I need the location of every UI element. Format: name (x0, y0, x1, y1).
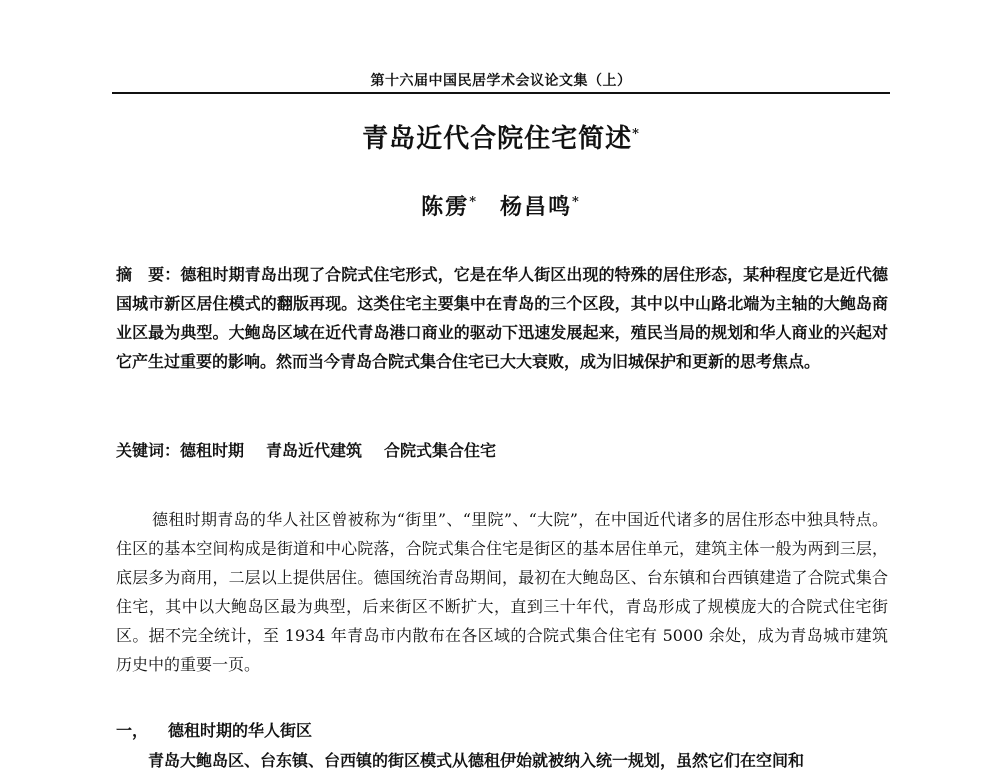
author-name: 陈雳 (421, 194, 470, 220)
abstract-label: 摘 要： (116, 265, 181, 284)
paper-title: 青岛近代合院住宅简述 (362, 124, 633, 154)
keyword-item: 德租时期 (180, 441, 245, 460)
section-title: 德租时期的华人街区 (168, 721, 313, 740)
author-footnote-mark: * (572, 194, 581, 210)
section-number: 一， (116, 721, 149, 740)
keyword-item: 青岛近代建筑 (266, 441, 363, 460)
title-footnote-mark: * (632, 126, 640, 142)
body-partial-line: 青岛大鲍岛区、台东镇、台西镇的街区模式从德租伊始就被纳入统一规划，虽然它们在空间和 (148, 751, 805, 770)
running-header: 第十六届中国民居学术会议论文集（上） (370, 73, 632, 89)
keywords (116, 436, 888, 465)
paper-title-block (112, 118, 890, 155)
header-divider (112, 92, 890, 94)
author-name: 杨昌鸣 (500, 194, 573, 220)
abstract (116, 260, 888, 376)
keyword-item: 合院式集合住宅 (384, 441, 497, 460)
body-paragraph: 德租时期青岛的华人社区曾被称为“街里”、“里院”、“大院”，在中国近代诸多的居住形态中独具特点。住区的基本空间构成是街道和中心院落，合院式集合住宅是街区的基本居住单元，建筑主体一般为两到三层，底层多为商用，二层以上提供居住。德国统治青岛期间，最初在大鲍岛区、台东镇和台西镇建造了合院式集合住宅，其中以大鲍岛区最为典型，后来街区不断扩大，直到三十年代，青岛形成了规模庞大的合院式住宅街区。据不完全统计，至 1934 年青岛市内散布在各区域的合院式集合住宅有 5000 余处，成为青岛城市建筑历史中的重要一页。 (116, 510, 888, 674)
abstract-text: 德租时期青岛出现了合院式住宅形式，它是在华人街区出现的特殊的居住形态，某种程度它是近代德国城市新区居住模式的翻版再现。这类住宅主要集中在青岛的三个区段，其中以中山路北端为主轴的大鲍岛商业区最为典型。大鲍岛区域在近代青岛港口商业的驱动下迅速发展起来，殖民当局的规划和华人商业的兴起对它产生过重要的影响。然而当今青岛合院式集合住宅已大大衰败，成为旧城保护和更新的思考焦点。 (116, 265, 888, 371)
author-list (112, 190, 890, 221)
keywords-label: 关键词： (116, 441, 181, 460)
author-footnote-mark: * (469, 194, 478, 210)
section-heading (116, 716, 888, 745)
